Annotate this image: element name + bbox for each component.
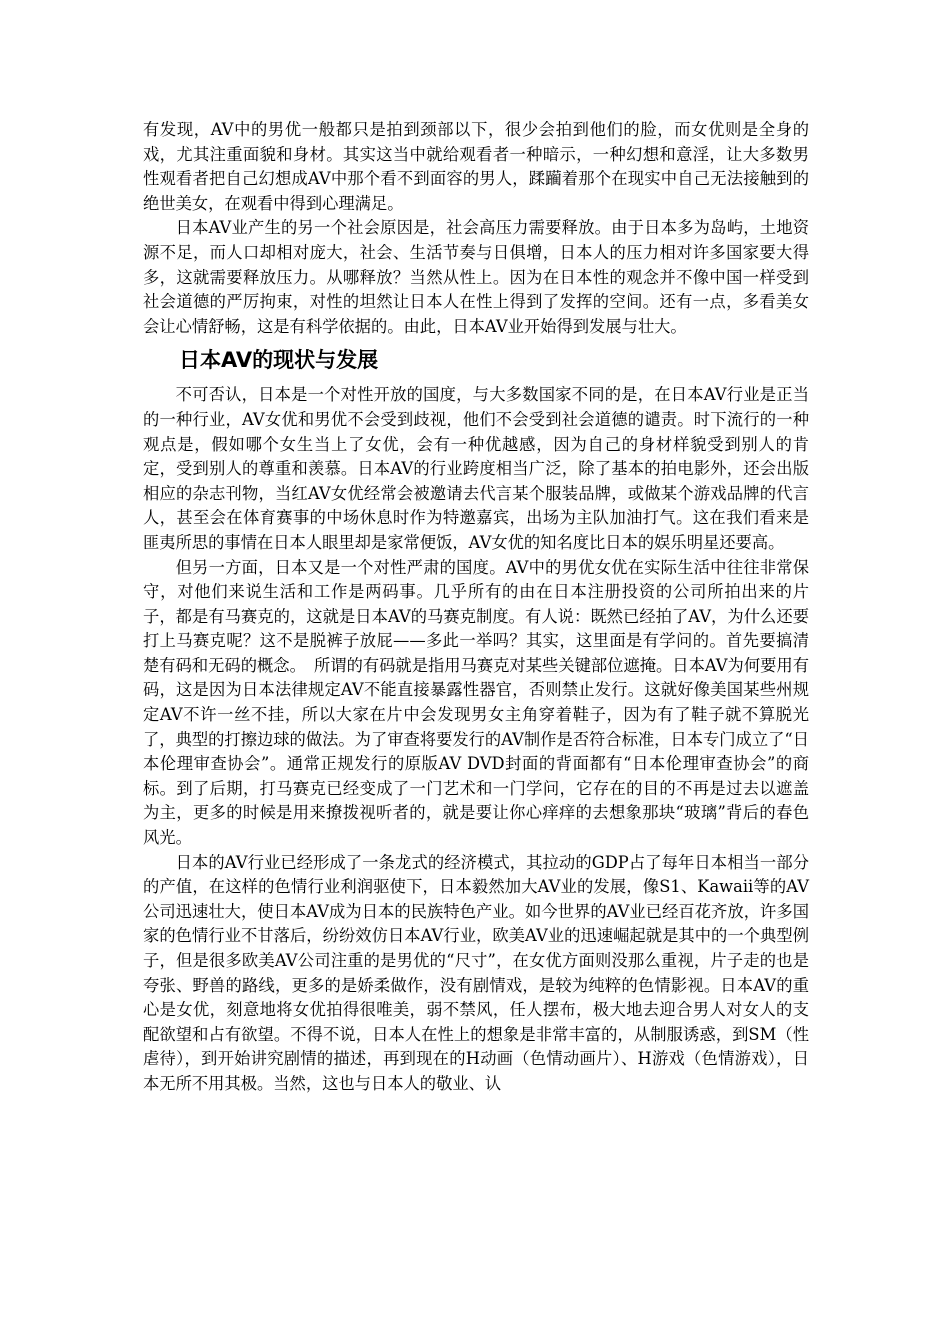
paragraph: 日本的AV行业已经形成了一条龙式的经济模式，其拉动的GDP占了每年日本相当一部分的产值，在这样的色情行业利润驱使下，日本毅然加大AV业的发展，像S1、Kawaii等的AV公司迅速壮大，使日本AV成为日本的民族特色产业。如今世界的AV业已经百花齐放，许多国家的色情行业不甘落后，纷纷效仿日本AV行业，欧美AV业的迅速崛起就是其中的一个典型例子，但是很多欧美AV公司注重的是男优的“尺寸”，在女优方面则没那么重视，片子走的也是夸张、野兽的路线，更多的是娇柔做作，没有剧情戏，是较为纯粹的色情影视。日本AV的重心是女优，刻意地将女优拍得很唯美，弱不禁风，任人摆布，极大地去迎合男人对女人的支配欲望和占有欲望。不得不说，日本人在性上的想象是非常丰富的，从制服诱惑，到SM（性虐待），到开始讲究剧情的描述，再到现在的H动画（色情动画片）、H游戏（色情游戏），日本无所不用其极。当然，这也与日本人的敬业、认 <box>143 852 809 1093</box>
document-page <box>143 118 809 1097</box>
paragraph: 有发现，AV中的男优一般都只是拍到颈部以下，很少会拍到他们的脸，而女优则是全身的戏，尤其注重面貌和身材。其实这当中就给观看者一种暗示，一种幻想和意淫，让大多数男性观看者把自己幻想成AV中那个看不到面容的男人，蹂躏着那个在现实中自己无法接触到的绝世美女，在观看中得到心理满足。 <box>143 120 809 213</box>
paragraph: 不可否认，日本是一个对性开放的国度，与大多数国家不同的是，在日本AV行业是正当的一种行业，AV女优和男优不会受到歧视，他们不会受到社会道德的谴责。时下流行的一种观点是，假如哪个女生当上了女优，会有一种优越感，因为自己的身材样貌受到别人的肯定，受到别人的尊重和羡慕。日本AV的行业跨度相当广泛，除了基本的拍电影外，还会出版相应的杂志刊物，当红AV女优经常会被邀请去代言某个服装品牌，或做某个游戏品牌的代言人，甚至会在体育赛事的中场休息时作为特邀嘉宾，出场为主队加油打气。这在我们看来是匪夷所思的事情在日本人眼里却是家常便饭，AV女优的知名度比日本的娱乐明星还要高。 <box>143 385 809 552</box>
paragraph: 日本AV业产生的另一个社会原因是，社会高压力需要释放。由于日本多为岛屿，土地资源不足，而人口却相对庞大，社会、生活节奏与日俱增，日本人的压力相对许多国家要大得多，这就需要释放压力。从哪释放？当然从性上。因为在日本性的观念并不像中国一样受到社会道德的严厉拘束，对性的坦然让日本人在性上得到了发挥的空间。还有一点，多看美女会让心情舒畅，这是有科学依据的。由此，日本AV业开始得到发展与壮大。 <box>143 218 809 336</box>
section-heading: 日本AV的现状与发展 <box>179 348 379 373</box>
paragraph: 但另一方面，日本又是一个对性严肃的国度。AV中的男优女优在实际生活中往往非常保守，对他们来说生活和工作是两码事。几乎所有的由在日本注册投资的公司所拍出来的片子，都是有马赛克的，这就是日本AV的马赛克制度。有人说：既然已经拍了AV，为什么还要打上马赛克呢？这不是脱裤子放屁——多此一举吗？其实，这里面是有学问的。首先要搞清楚有码和无码的概念。 所谓的有码就是指用马赛克对某些关键部位遮掩。日本AV为何要用有码，这是因为日本法律规定AV不能直接暴露性器官，否则禁止发行。这就好像美国某些州规定AV不许一丝不挂，所以大家在片中会发现男女主角穿着鞋子，因为有了鞋子就不算脱光了，典型的打擦边球的做法。为了审查将要发行的AV制作是否符合标准，日本专门成立了“日本伦理审查协会”。通常正规发行的原版AV DVD封面的背面都有“日本伦理审查协会”的商标。到了后期，打马赛克已经变成了一门艺术和一门学问，它存在的目的不再是过去以遮盖为主，更多的时候是用来撩拨视听者的，就是要让你心痒痒的去想象那块“玻璃”背后的春色风光。 <box>143 557 810 848</box>
